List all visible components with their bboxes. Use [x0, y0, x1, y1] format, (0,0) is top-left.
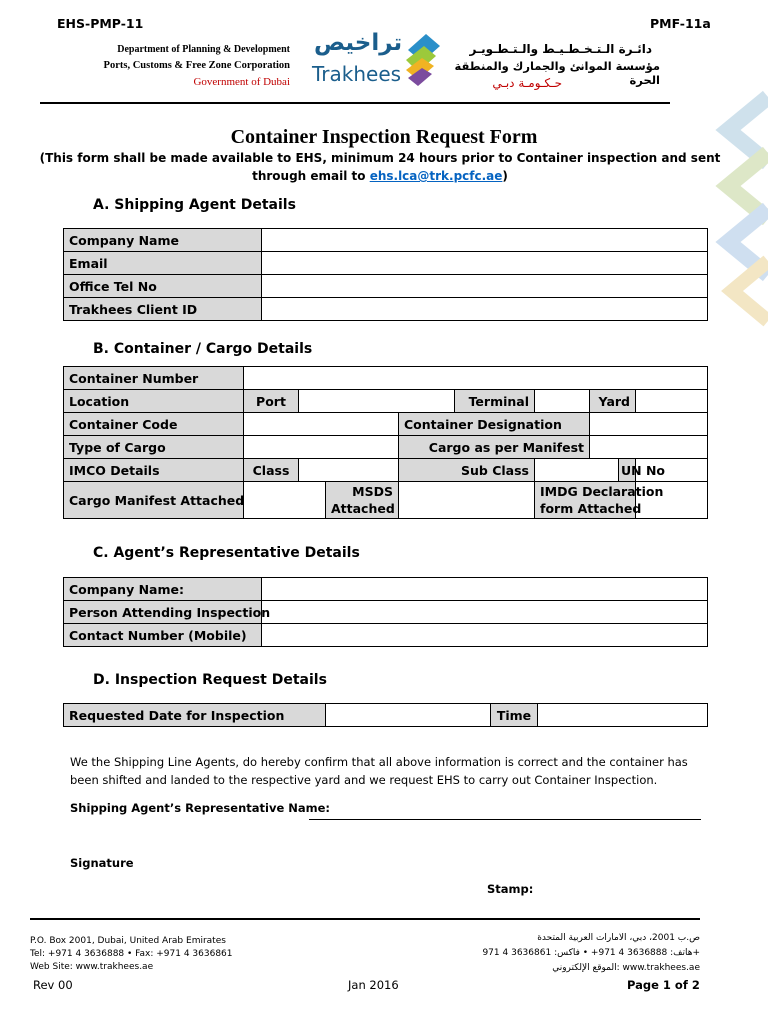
imco-details-label: IMCO Details	[64, 459, 244, 482]
type-of-cargo-field[interactable]	[244, 436, 399, 459]
manifest-attached-label: Cargo Manifest Attached	[64, 482, 244, 519]
msds-attached-field[interactable]	[399, 482, 535, 519]
container-designation-field[interactable]	[590, 413, 708, 436]
footer-date: Jan 2016	[348, 978, 399, 992]
stamp-label: Stamp:	[487, 882, 534, 896]
subtitle-line2	[0, 169, 760, 183]
imdg-text: IMDG Declaration	[540, 484, 664, 499]
msds-text: MSDS	[352, 484, 393, 499]
container-cargo-table	[63, 366, 708, 519]
footer-arabic-address: ص.ب 2001، دبي، الامارات العربية المتحدة	[537, 933, 700, 943]
msds-attached-label	[326, 482, 399, 519]
person-attending-field[interactable]	[262, 601, 708, 624]
cargo-manifest-field[interactable]	[590, 436, 708, 459]
subtitle-suffix: )	[502, 169, 508, 183]
location-label: Location	[64, 390, 244, 413]
type-of-cargo-label: Type of Cargo	[64, 436, 244, 459]
contact-number-label: Contact Number (Mobile)	[64, 624, 262, 647]
section-c-heading: C. Agent’s Representative Details	[93, 545, 360, 561]
footer-divider	[30, 918, 700, 920]
footer-arabic-tel: هاتف: 3636888 4 971+ • فاكس: 3636861 4 971+	[482, 948, 700, 958]
logo-arabic-text: تراخيص	[314, 30, 403, 56]
table-row	[64, 413, 708, 436]
yard-label: Yard	[590, 390, 636, 413]
dept-line2: Ports, Customs & Free Zone Corporation	[103, 60, 290, 71]
doc-code-right: PMF-11a	[650, 16, 711, 31]
client-id-label: Trakhees Client ID	[64, 298, 262, 321]
table-row	[64, 704, 708, 727]
contact-number-field[interactable]	[262, 624, 708, 647]
time-label: Time	[491, 704, 538, 727]
msds-attached-text: Attached	[331, 501, 395, 516]
sub-class-field[interactable]	[535, 459, 619, 482]
imdg-declaration-label	[535, 482, 664, 519]
table-row	[64, 459, 708, 482]
requested-date-label: Requested Date for Inspection	[64, 704, 326, 727]
un-no-label: UN No	[619, 459, 636, 482]
company-name-label: Company Name	[64, 229, 262, 252]
declaration-line1: We the Shipping Line Agents, do hereby confirm that all above information is correct and the container has	[70, 755, 688, 769]
time-field[interactable]	[538, 704, 708, 727]
imdg-form-text: form Attached	[540, 501, 642, 516]
rep-company-name-label: Company Name:	[64, 578, 262, 601]
class-label: Class	[244, 459, 299, 482]
manifest-attached-field[interactable]	[244, 482, 326, 519]
doc-code-left: EHS-PMP-11	[57, 16, 144, 31]
logo-english-text: Trakhees	[312, 62, 402, 86]
office-tel-field[interactable]	[262, 275, 708, 298]
arabic-line1: دائـرة الـتـخـطـيـط والـتـطـويـر	[469, 42, 652, 56]
rep-name-line[interactable]	[309, 819, 701, 820]
person-attending-label: Person Attending Inspection	[64, 601, 262, 624]
email-label: Email	[64, 252, 262, 275]
container-designation-label: Container Designation	[399, 413, 590, 436]
page-title: Container Inspection Request Form	[230, 126, 538, 148]
table-row	[64, 624, 708, 647]
email-field[interactable]	[262, 252, 708, 275]
cargo-manifest-label: Cargo as per Manifest	[399, 436, 590, 459]
table-row	[64, 367, 708, 390]
footer-arabic-web: الموقع الإلكتروني: www.trakhees.ae	[552, 963, 700, 973]
sub-class-label: Sub Class	[399, 459, 535, 482]
table-row	[64, 252, 708, 275]
port-field[interactable]	[299, 390, 455, 413]
container-number-label: Container Number	[64, 367, 244, 390]
logo-mark-icon	[400, 32, 442, 88]
table-row	[64, 482, 708, 519]
signature-label: Signature	[70, 856, 134, 870]
agent-representative-table	[63, 577, 708, 647]
rep-name-label: Shipping Agent’s Representative Name:	[70, 801, 331, 815]
footer-rev: Rev 00	[33, 978, 73, 992]
container-code-label: Container Code	[64, 413, 244, 436]
subtitle-line1: (This form shall be made available to EHS, minimum 24 hours prior to Container inspection and sent	[39, 151, 721, 165]
container-code-field[interactable]	[244, 413, 399, 436]
yard-field[interactable]	[636, 390, 708, 413]
section-d-heading: D. Inspection Request Details	[93, 672, 327, 688]
header-divider	[40, 102, 670, 104]
terminal-label: Terminal	[455, 390, 535, 413]
arabic-line2: مؤسسة الموانئ والجمارك والمنطقة الحرة	[454, 59, 660, 87]
page-number: Page 1 of 2	[627, 978, 700, 992]
terminal-field[interactable]	[535, 390, 590, 413]
ehs-email-link[interactable]: ehs.lca@trk.pcfc.ae	[369, 169, 503, 183]
table-row	[64, 390, 708, 413]
company-name-field[interactable]	[262, 229, 708, 252]
trakhees-logo	[312, 28, 442, 90]
section-b-heading: B. Container / Cargo Details	[93, 341, 313, 357]
table-row	[64, 229, 708, 252]
footer-address: P.O. Box 2001, Dubai, United Arab Emirates	[30, 936, 226, 946]
subtitle-prefix: through email to	[252, 169, 370, 183]
requested-date-field[interactable]	[326, 704, 491, 727]
shipping-agent-table	[63, 228, 708, 321]
declaration-line2: been shifted and landed to the respective yard and we request EHS to carry out Container Inspection.	[70, 773, 658, 787]
table-row	[64, 298, 708, 321]
table-row	[64, 275, 708, 298]
dept-line3: Government of Dubai	[193, 76, 290, 88]
class-field[interactable]	[299, 459, 399, 482]
arabic-line3: حـكـومـة دبـي	[492, 76, 562, 90]
footer-tel: Tel: +971 4 3636888 • Fax: +971 4 3636861	[30, 949, 233, 959]
footer-web: Web Site: www.trakhees.ae	[30, 962, 154, 972]
container-number-field[interactable]	[244, 367, 708, 390]
dept-line1: Department of Planning & Development	[117, 44, 290, 55]
table-row	[64, 578, 708, 601]
client-id-field[interactable]	[262, 298, 708, 321]
rep-company-name-field[interactable]	[262, 578, 708, 601]
port-label: Port	[244, 390, 299, 413]
section-a-heading: A. Shipping Agent Details	[93, 197, 296, 213]
table-row	[64, 436, 708, 459]
office-tel-label: Office Tel No	[64, 275, 262, 298]
inspection-request-table	[63, 703, 708, 727]
table-row	[64, 601, 708, 624]
